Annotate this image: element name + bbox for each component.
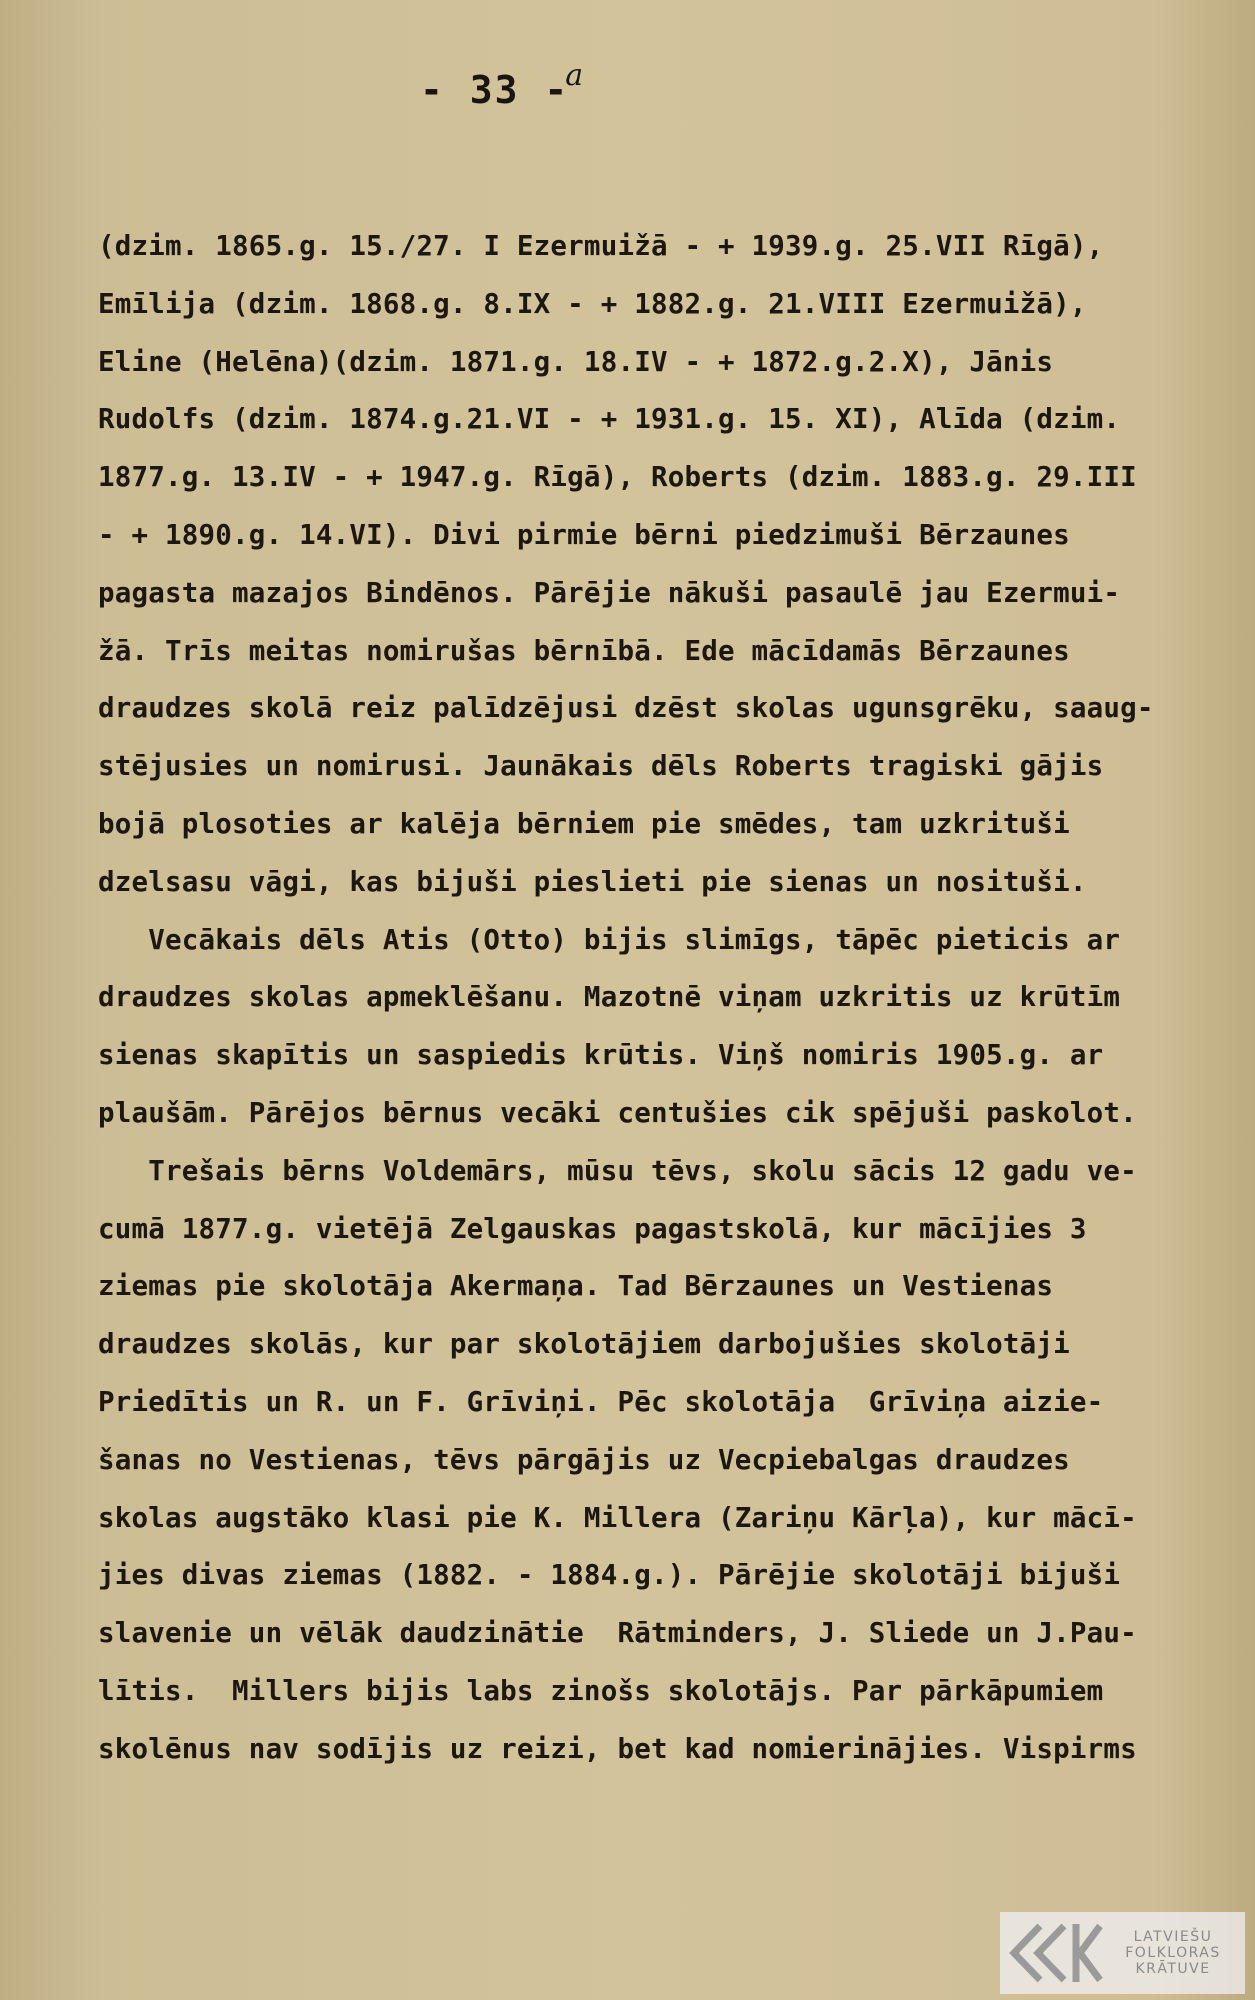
text-line: Emīlija (dzim. 1868.g. 8.IX - + 1882.g. 21.VIII Ezermuižā), [98,287,1087,320]
text-line: draudzes skolā reiz palīdzējusi dzēst skolas ugunsgrēku, saaug- [98,692,1154,725]
text-line: slavenie un vēlāk daudzinātie Rātminders, J. Sliede un J.Pau- [98,1617,1137,1650]
logo-line-3: KRĀTUVE [1135,1961,1211,1977]
text-line: cumā 1877.g. vietējā Zelgauskas pagastskolā, kur mācījies 3 [98,1212,1087,1245]
page-number-suffix: a [565,58,586,93]
logo-line-2: FOLKLORAS [1125,1945,1221,1961]
lfk-logo-icon [1000,1912,1108,1994]
text-line: žā. Trīs meitas nomirušas bērnībā. Ede mācīdamās Bērzaunes [98,634,1070,667]
text-line: skolēnus nav sodījis uz reizi, bet kad nomierinājies. Vispirms [98,1732,1137,1765]
text-line: bojā plosoties ar kalēja bērniem pie smēdes, tam uzkrituši [98,807,1070,840]
text-line: (dzim. 1865.g. 15./27. I Ezermuižā - + 1939.g. 25.VII Rīgā), [98,230,1104,262]
text-line: dzelsasu vāgi, kas bijuši pieslieti pie sienas un nosituši. [98,865,1087,898]
text-line: - + 1890.g. 14.VI). Divi pirmie bērni piedzimuši Bērzaunes [98,518,1070,551]
logo-line-1: LATVIEŠU [1133,1929,1213,1945]
text-line: 1877.g. 13.IV - + 1947.g. Rīgā), Roberts (dzim. 1883.g. 29.III [98,461,1137,494]
text-line: skolas augstāko klasi pie K. Millera (Zariņu Kārļa), kur mācī- [98,1501,1137,1534]
page-number [420,58,586,112]
text-line: stējusies un nomirusi. Jaunākais dēls Roberts tragiski gājis [98,750,1104,783]
page-number-text: - 33 - [420,68,570,112]
typed-text-body [98,218,1178,1779]
text-line: Eline (Helēna)(dzim. 1871.g. 18.IV - + 1872.g.2.X), Jānis [98,345,1054,378]
text-line: šanas no Vestienas, tēvs pārgājis uz Vecpiebalgas draudzes [98,1443,1070,1476]
text-line: Vecākais dēls Atis (Otto) bijis slimīgs, tāpēc pieticis ar [98,923,1121,956]
text-line: lītis. Millers bijis labs zinošs skolotājs. Par pārkāpumiem [98,1674,1104,1707]
text-line: jies divas ziemas (1882. - 1884.g.). Pārējie skolotāji bijuši [98,1559,1121,1592]
logo-text [1108,1929,1238,1977]
text-line: Rudolfs (dzim. 1874.g.21.VI - + 1931.g. 15. XI), Alīda (dzim. [98,403,1121,436]
text-line: Trešais bērns Voldemārs, mūsu tēvs, skolu sācis 12 gadu ve- [98,1154,1137,1187]
text-line: draudzes skolas apmeklēšanu. Mazotnē viņam uzkritis uz krūtīm [98,981,1121,1014]
text-line: draudzes skolās, kur par skolotājiem darbojušies skolotāji [98,1328,1070,1361]
text-line: pagasta mazajos Bindēnos. Pārējie nākuši pasaulē jau Ezermui- [98,576,1121,609]
text-line: ziemas pie skolotāja Akermaņa. Tad Bērzaunes un Vestienas [98,1270,1054,1303]
text-line: plaušām. Pārējos bērnus vecāki centušies cik spējuši paskolot. [98,1096,1137,1129]
text-line: Priedītis un R. un F. Grīviņi. Pēc skolotāja Grīviņa aizie- [98,1385,1104,1418]
text-line: sienas skapītis un saspiedis krūtis. Viņš nomiris 1905.g. ar [98,1039,1104,1072]
archive-logo [1000,1912,1245,1994]
